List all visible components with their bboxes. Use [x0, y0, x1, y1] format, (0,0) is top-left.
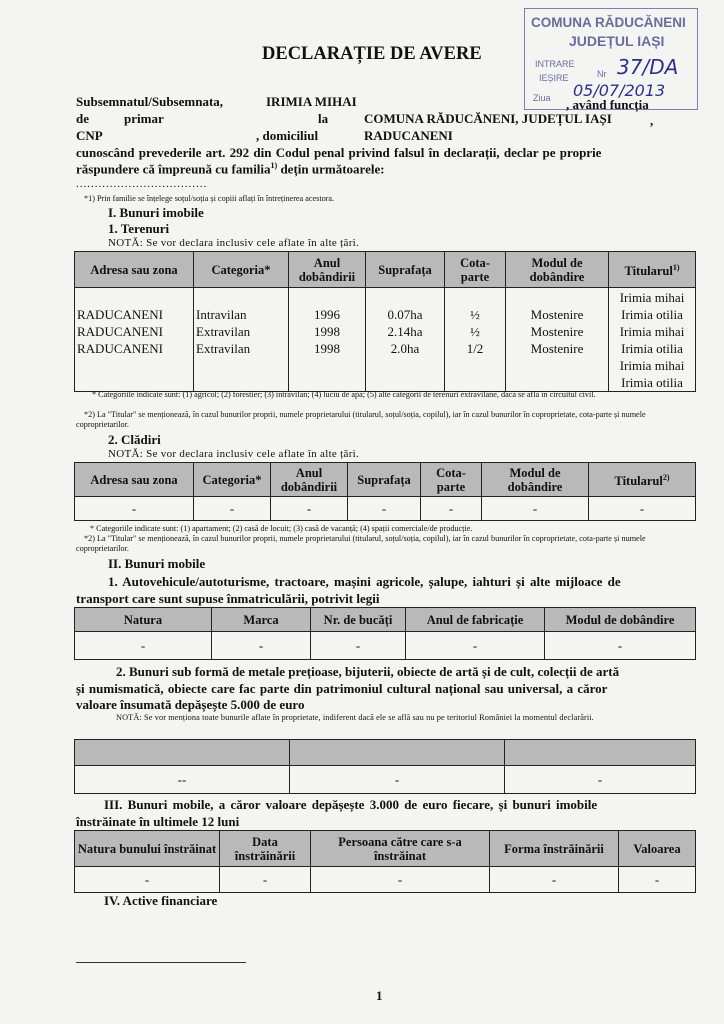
- institution-value: COMUNA RĂDUCĂNENI, JUDEȚUL IAȘI: [364, 111, 612, 126]
- vehicule-cell-4: -: [406, 632, 545, 660]
- col-modul: [506, 288, 609, 392]
- page-number: 1: [376, 988, 383, 1003]
- section-3-p1: III. Bunuri mobile, a căror valoare depășește 3.000 de euro fiecare, și bunuri imobile: [104, 797, 598, 812]
- page-title: DECLARAȚIE DE AVERE: [262, 44, 482, 64]
- cladiri-footnote-1: * Categoriile indicate sunt: (1) apartament; (2) casă de locuit; (3) casă de vacanță; (4) spații comerciale/de producție.: [90, 524, 473, 533]
- cell-modul-3: Mostenire: [530, 341, 584, 356]
- stamp-line-2: JUDEȚUL IAȘI: [569, 33, 665, 49]
- terenuri-title: 1. Terenuri: [108, 221, 170, 236]
- th2-titular-text: Titularul: [614, 474, 663, 489]
- col-anul: [289, 288, 366, 392]
- th5-natura: Natura bunului înstrăinat: [75, 831, 220, 867]
- la-label: la: [318, 111, 329, 126]
- vehicule-cell-5: -: [545, 632, 696, 660]
- stamp-iesire: IEȘIRE: [539, 73, 569, 83]
- domiciliu-value: RADUCANENI: [364, 128, 453, 143]
- dotted-line: ...................................: [76, 178, 208, 190]
- cell-titular-5: Irimia mihai: [619, 358, 685, 373]
- pretioase-cell-1: --: [75, 766, 290, 794]
- subsemnatul-label: Subsemnatul/Subsemnata,: [76, 94, 224, 109]
- th3-nr: Nr. de bucăți: [311, 608, 406, 632]
- avand-functia: , având funcția: [566, 97, 649, 112]
- section-2-note: NOTĂ: Se vor menționa toate bunurile aflate în proprietate, indiferent dacă ele se află sau nu pe teritoriul României la momentul declarării.: [116, 713, 594, 722]
- th5-forma: Forma înstrăinării: [490, 831, 619, 867]
- th2-titular: [589, 463, 696, 497]
- col-cota: [445, 288, 506, 392]
- instrainate-cell-3: -: [311, 867, 490, 893]
- th-categoria: Categoria*: [194, 252, 289, 288]
- section-2-p1b: transport care sunt supuse înmatriculării, potrivit legii: [76, 591, 380, 606]
- cell-titular-6: Irimia otilia: [621, 375, 683, 390]
- cell-adresa-1: RADUCANENI: [77, 307, 163, 322]
- th5-persoana: Persoana către care s-a înstrăinat: [311, 831, 490, 867]
- function-value: primar: [124, 111, 164, 126]
- section-3-p2: înstrăinate în ultimele 12 luni: [76, 814, 240, 829]
- th-titular-text: Titularul: [624, 264, 673, 279]
- institution-comma: ,: [650, 113, 654, 128]
- family-footnote: *1) Prin familie se înțelege soțul/soția și copiii aflați în întreținerea acestora.: [84, 194, 335, 203]
- cladiri-title: 2. Clădiri: [108, 432, 161, 447]
- vehicule-cell-3: -: [311, 632, 406, 660]
- declarant-name: IRIMIA MIHAI: [266, 94, 357, 109]
- th2-cota: Cota-parte: [421, 463, 482, 497]
- section-2-p1: 1. Autovehicule/autoturisme, tractoare, mașini agricole, șalupe, iahturi și alte mijloace de: [108, 574, 621, 589]
- vehicule-cell-1: -: [75, 632, 212, 660]
- cladiri-footnote-2: *2) La "Titular" se menționează, în cazul bunurilor proprii, numele proprietarului (titularul, soțul/soția, copilul), iar în cazul bunurilor în coproprietate, cota-parte și numele coproprietarilor.: [76, 534, 646, 553]
- th3-natura: Natura: [75, 608, 212, 632]
- cell-suprafata-1: 0.07ha: [387, 307, 423, 322]
- th-titular: [609, 252, 696, 288]
- cladiri-cell-3: -: [271, 497, 348, 521]
- cell-cota-1: ½: [470, 307, 480, 322]
- th2-adresa: Adresa sau zona: [75, 463, 194, 497]
- terenuri-footnote-1: * Categoriile indicate sunt: (1) agricol; (2) forestier; (3) intravilan; (4) luciu de apă; (5) alte categorii de terenuri extravilane, dacă se află în circuitul civil.: [92, 390, 596, 399]
- th4-col-2: [290, 740, 505, 766]
- cell-anul-2: 1998: [314, 324, 340, 339]
- cladiri-cell-4: -: [348, 497, 421, 521]
- declaration-line-1: cunoscând prevederile art. 292 din Codul penal privind falsul în declarații, declar pe proprie: [76, 145, 602, 160]
- cladiri-cell-6: -: [482, 497, 589, 521]
- th2-titular-sup: 2): [662, 472, 670, 482]
- th3-modul: Modul de dobândire: [545, 608, 696, 632]
- declaration-line-2: [76, 161, 385, 177]
- terenuri-footnote-2: *2) La "Titular" se menționează, în cazul bunurilor proprii, numele proprietarului (titularul, soțul/soția, copilul), iar în cazul bunurilor în coproprietate, cota-parte și numele coproprietarilor.: [76, 410, 646, 429]
- cell-cota-3: 1/2: [466, 341, 484, 356]
- stamp-line-1: COMUNA RĂDUCĂNENI: [531, 15, 686, 30]
- stamp-date-value: 05/07/2013: [573, 81, 666, 100]
- cell-suprafata-3: 2.0ha: [390, 341, 420, 356]
- pretioase-cell-3: -: [505, 766, 696, 794]
- section-2-p2b: și numismatică, obiecte care fac parte din patrimoniul cultural național sau universal, a căror: [76, 681, 608, 696]
- terenuri-note: NOTĂ: Se vor declara inclusiv cele aflate în alte țări.: [108, 237, 360, 249]
- th4-col-3: [505, 740, 696, 766]
- cell-titular-3: Irimia mihai: [619, 324, 685, 339]
- cell-modul-2: Mostenire: [530, 324, 584, 339]
- stamp-nr-label: Nr: [597, 69, 607, 79]
- section-2-p2c: valoare însumată depășește 5.000 de euro: [76, 697, 305, 712]
- instrainate-cell-5: -: [619, 867, 696, 893]
- th-anul: Anul dobândirii: [289, 252, 366, 288]
- cell-adresa-3: RADUCANENI: [77, 341, 163, 356]
- cell-suprafata-2: 2.14ha: [387, 324, 423, 339]
- cell-titular-1: Irimia mihai: [619, 290, 685, 305]
- th-suprafata: Suprafața: [366, 252, 445, 288]
- th5-data: Data înstrăinării: [220, 831, 311, 867]
- cladiri-cell-1: -: [75, 497, 194, 521]
- declaration-line-2-text: răspundere că împreună cu familia: [76, 161, 271, 177]
- cnp-label: CNP: [76, 128, 103, 143]
- cell-modul-1: Mostenire: [530, 307, 584, 322]
- th2-anul: Anul dobândirii: [271, 463, 348, 497]
- col-adresa: [75, 288, 194, 392]
- cladiri-cell-7: -: [589, 497, 696, 521]
- cell-categoria-2: Extravilan: [196, 324, 251, 339]
- th2-suprafata: Suprafața: [348, 463, 421, 497]
- vehicule-cell-2: -: [212, 632, 311, 660]
- stamp-intrare: INTRARE: [535, 59, 575, 69]
- section-1-title: I. Bunuri imobile: [108, 205, 204, 220]
- instrainate-cell-1: -: [75, 867, 220, 893]
- col-titular: [609, 288, 696, 392]
- cell-categoria-1: Intravilan: [196, 307, 247, 322]
- vehicule-table: [74, 607, 696, 660]
- cell-anul-1: 1996: [314, 307, 340, 322]
- declaration-line-2-end: dețin următoarele:: [277, 161, 385, 177]
- th-adresa: Adresa sau zona: [75, 252, 194, 288]
- cladiri-note: NOTĂ: Se vor declara inclusiv cele aflate în alte țări.: [108, 448, 360, 460]
- section-2-title: II. Bunuri mobile: [108, 556, 206, 571]
- cell-titular-2: Irimia otilia: [621, 307, 683, 322]
- cladiri-cell-2: -: [194, 497, 271, 521]
- de-label: de: [76, 111, 89, 126]
- cell-cota-2: ½: [470, 324, 480, 339]
- section-4-title: IV. Active financiare: [104, 893, 218, 908]
- col-suprafata: [366, 288, 445, 392]
- th-modul: Modul de dobândire: [506, 252, 609, 288]
- instrainate-table: [74, 830, 696, 893]
- th4-col-1: [75, 740, 290, 766]
- domiciliul-label: , domiciliul: [256, 128, 319, 143]
- cell-categoria-3: Extravilan: [196, 341, 251, 356]
- stamp-ziua-label: Ziua: [533, 93, 551, 103]
- th-titular-sup: 1): [672, 262, 680, 272]
- pretioase-cell-2: -: [290, 766, 505, 794]
- footnote-ref-1: 1): [270, 161, 278, 170]
- th2-categoria: Categoria*: [194, 463, 271, 497]
- cladiri-cell-5: -: [421, 497, 482, 521]
- registration-stamp: [524, 8, 698, 110]
- th5-valoarea: Valoarea: [619, 831, 696, 867]
- cladiri-table: [74, 462, 696, 521]
- th2-modul: Modul de dobândire: [482, 463, 589, 497]
- section-2-p2a: 2. Bunuri sub formă de metale prețioase, bijuterii, obiecte de artă și de cult, colecții de artă: [116, 664, 620, 679]
- terenuri-table: [74, 251, 696, 392]
- footer-rule: [76, 962, 246, 963]
- th3-anul: Anul de fabricație: [406, 608, 545, 632]
- cell-anul-3: 1998: [314, 341, 340, 356]
- cell-adresa-2: RADUCANENI: [77, 324, 163, 339]
- instrainate-cell-4: -: [490, 867, 619, 893]
- stamp-nr-value: 37/DA: [617, 55, 679, 79]
- col-categoria: [194, 288, 289, 392]
- instrainate-cell-2: -: [220, 867, 311, 893]
- th-cota: Cota-parte: [445, 252, 506, 288]
- cell-titular-4: Irimia otilia: [621, 341, 683, 356]
- bunuri-pretioase-table: [74, 739, 696, 794]
- th3-marca: Marca: [212, 608, 311, 632]
